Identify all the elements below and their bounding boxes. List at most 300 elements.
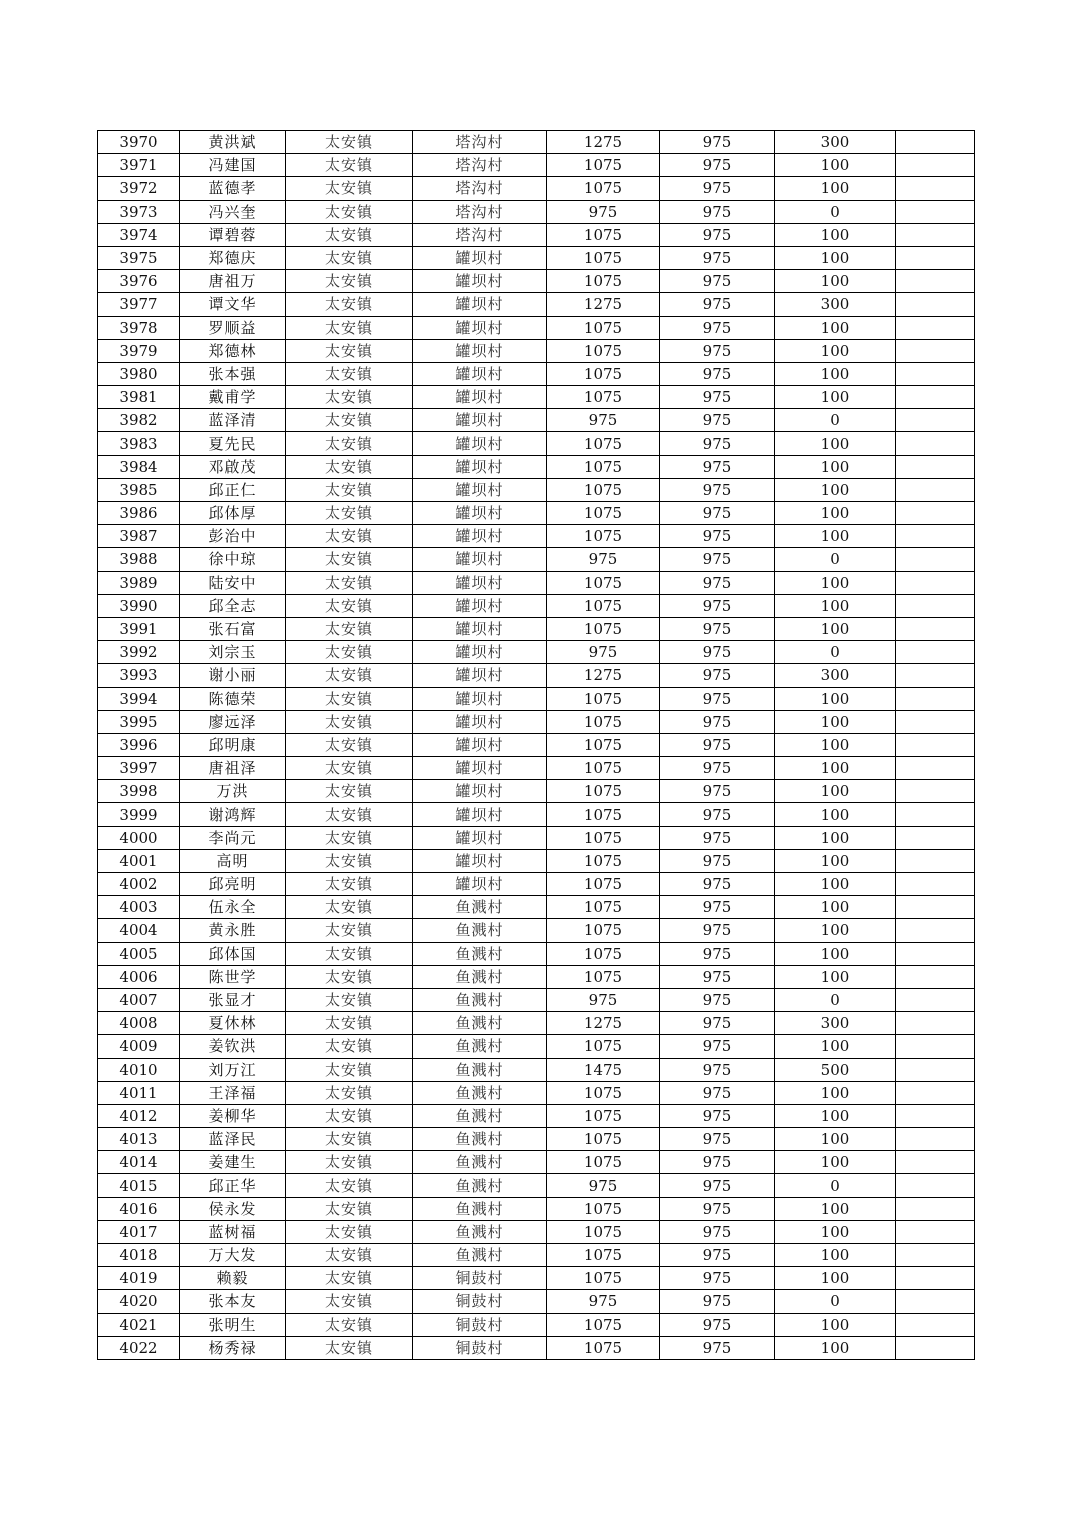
id-cell: 3970 [98, 131, 180, 154]
village-cell: 罐坝村 [413, 270, 547, 293]
village-cell: 鱼溅村 [413, 1128, 547, 1151]
diff-cell: 100 [775, 154, 896, 177]
id-cell: 4005 [98, 942, 180, 965]
id-cell: 3974 [98, 223, 180, 246]
diff-cell: 100 [775, 1151, 896, 1174]
name-cell: 张本友 [180, 1290, 286, 1313]
base-cell: 975 [660, 339, 775, 362]
amount-cell: 1475 [547, 1058, 660, 1081]
village-cell: 罐坝村 [413, 849, 547, 872]
remark-cell [896, 1244, 975, 1267]
remark-cell [896, 873, 975, 896]
diff-cell: 100 [775, 1035, 896, 1058]
town-cell: 太安镇 [286, 1313, 413, 1336]
remark-cell [896, 896, 975, 919]
base-cell: 975 [660, 988, 775, 1011]
table-row [98, 594, 975, 617]
base-cell: 975 [660, 1267, 775, 1290]
village-cell: 罐坝村 [413, 316, 547, 339]
remark-cell [896, 548, 975, 571]
town-cell: 太安镇 [286, 1336, 413, 1359]
name-cell: 谭碧蓉 [180, 223, 286, 246]
remark-cell [896, 246, 975, 269]
id-cell: 4004 [98, 919, 180, 942]
remark-cell [896, 849, 975, 872]
diff-cell: 100 [775, 316, 896, 339]
amount-cell: 1275 [547, 664, 660, 687]
table-row [98, 1197, 975, 1220]
name-cell: 廖远泽 [180, 710, 286, 733]
remark-cell [896, 270, 975, 293]
town-cell: 太安镇 [286, 455, 413, 478]
table-row [98, 1035, 975, 1058]
village-cell: 罐坝村 [413, 710, 547, 733]
remark-cell [896, 780, 975, 803]
id-cell: 3988 [98, 548, 180, 571]
name-cell: 张显才 [180, 988, 286, 1011]
name-cell: 邱体国 [180, 942, 286, 965]
name-cell: 蓝德孝 [180, 177, 286, 200]
town-cell: 太安镇 [286, 571, 413, 594]
diff-cell: 100 [775, 919, 896, 942]
base-cell: 975 [660, 594, 775, 617]
village-cell: 塔沟村 [413, 177, 547, 200]
name-cell: 侯永发 [180, 1197, 286, 1220]
diff-cell: 100 [775, 1104, 896, 1127]
village-cell: 罐坝村 [413, 780, 547, 803]
remark-cell [896, 571, 975, 594]
remark-cell [896, 733, 975, 756]
remark-cell [896, 664, 975, 687]
table-row [98, 432, 975, 455]
town-cell: 太安镇 [286, 942, 413, 965]
table-row [98, 919, 975, 942]
name-cell: 徐中琼 [180, 548, 286, 571]
base-cell: 975 [660, 757, 775, 780]
table-row [98, 154, 975, 177]
amount-cell: 1075 [547, 525, 660, 548]
name-cell: 王泽福 [180, 1081, 286, 1104]
remark-cell [896, 478, 975, 501]
village-cell: 罐坝村 [413, 339, 547, 362]
table-row [98, 548, 975, 571]
town-cell: 太安镇 [286, 1104, 413, 1127]
diff-cell: 0 [775, 548, 896, 571]
name-cell: 唐祖泽 [180, 757, 286, 780]
name-cell: 黄洪斌 [180, 131, 286, 154]
table-row [98, 1128, 975, 1151]
village-cell: 鱼溅村 [413, 1104, 547, 1127]
town-cell: 太安镇 [286, 1290, 413, 1313]
town-cell: 太安镇 [286, 594, 413, 617]
remark-cell [896, 942, 975, 965]
table-row [98, 873, 975, 896]
remark-cell [896, 687, 975, 710]
amount-cell: 975 [547, 548, 660, 571]
id-cell: 4015 [98, 1174, 180, 1197]
base-cell: 975 [660, 246, 775, 269]
amount-cell: 1075 [547, 757, 660, 780]
remark-cell [896, 432, 975, 455]
village-cell: 鱼溅村 [413, 942, 547, 965]
remark-cell [896, 316, 975, 339]
village-cell: 铜鼓村 [413, 1267, 547, 1290]
village-cell: 罐坝村 [413, 478, 547, 501]
table-row [98, 571, 975, 594]
id-cell: 3996 [98, 733, 180, 756]
village-cell: 鱼溅村 [413, 1081, 547, 1104]
town-cell: 太安镇 [286, 478, 413, 501]
name-cell: 张明生 [180, 1313, 286, 1336]
amount-cell: 975 [547, 409, 660, 432]
base-cell: 975 [660, 965, 775, 988]
table-row [98, 223, 975, 246]
amount-cell: 1075 [547, 965, 660, 988]
table-row [98, 455, 975, 478]
village-cell: 罐坝村 [413, 617, 547, 640]
diff-cell: 100 [775, 617, 896, 640]
base-cell: 975 [660, 942, 775, 965]
table-row [98, 942, 975, 965]
name-cell: 伍永全 [180, 896, 286, 919]
table-row [98, 131, 975, 154]
diff-cell: 100 [775, 710, 896, 733]
name-cell: 谢鸿辉 [180, 803, 286, 826]
id-cell: 3983 [98, 432, 180, 455]
table-row [98, 177, 975, 200]
base-cell: 975 [660, 896, 775, 919]
diff-cell: 100 [775, 1267, 896, 1290]
name-cell: 夏先民 [180, 432, 286, 455]
base-cell: 975 [660, 1151, 775, 1174]
table-row [98, 988, 975, 1011]
town-cell: 太安镇 [286, 664, 413, 687]
table-row [98, 641, 975, 664]
town-cell: 太安镇 [286, 131, 413, 154]
village-cell: 鱼溅村 [413, 1012, 547, 1035]
remark-cell [896, 200, 975, 223]
amount-cell: 975 [547, 200, 660, 223]
village-cell: 鱼溅村 [413, 988, 547, 1011]
village-cell: 罐坝村 [413, 664, 547, 687]
diff-cell: 100 [775, 525, 896, 548]
id-cell: 3992 [98, 641, 180, 664]
amount-cell: 1275 [547, 1012, 660, 1035]
name-cell: 冯建国 [180, 154, 286, 177]
amount-cell: 1075 [547, 478, 660, 501]
remark-cell [896, 525, 975, 548]
table-row [98, 200, 975, 223]
diff-cell: 100 [775, 455, 896, 478]
name-cell: 谭文华 [180, 293, 286, 316]
remark-cell [896, 409, 975, 432]
town-cell: 太安镇 [286, 617, 413, 640]
amount-cell: 1075 [547, 1128, 660, 1151]
amount-cell: 1075 [547, 316, 660, 339]
base-cell: 975 [660, 1336, 775, 1359]
table-row [98, 1336, 975, 1359]
amount-cell: 975 [547, 641, 660, 664]
village-cell: 罐坝村 [413, 733, 547, 756]
name-cell: 蓝泽民 [180, 1128, 286, 1151]
town-cell: 太安镇 [286, 1128, 413, 1151]
id-cell: 4014 [98, 1151, 180, 1174]
town-cell: 太安镇 [286, 965, 413, 988]
remark-cell [896, 1336, 975, 1359]
id-cell: 3987 [98, 525, 180, 548]
amount-cell: 1075 [547, 1313, 660, 1336]
name-cell: 夏休林 [180, 1012, 286, 1035]
id-cell: 4016 [98, 1197, 180, 1220]
town-cell: 太安镇 [286, 1220, 413, 1243]
amount-cell: 1075 [547, 942, 660, 965]
amount-cell: 1075 [547, 687, 660, 710]
table-body [98, 131, 975, 1360]
town-cell: 太安镇 [286, 919, 413, 942]
remark-cell [896, 826, 975, 849]
id-cell: 4000 [98, 826, 180, 849]
base-cell: 975 [660, 409, 775, 432]
amount-cell: 1075 [547, 1151, 660, 1174]
id-cell: 3982 [98, 409, 180, 432]
remark-cell [896, 1174, 975, 1197]
table-row [98, 1244, 975, 1267]
name-cell: 郑德林 [180, 339, 286, 362]
table-row [98, 617, 975, 640]
remark-cell [896, 965, 975, 988]
table-row [98, 1151, 975, 1174]
diff-cell: 100 [775, 571, 896, 594]
id-cell: 3994 [98, 687, 180, 710]
id-cell: 4011 [98, 1081, 180, 1104]
id-cell: 4008 [98, 1012, 180, 1035]
table-row [98, 1290, 975, 1313]
base-cell: 975 [660, 849, 775, 872]
amount-cell: 975 [547, 1174, 660, 1197]
base-cell: 975 [660, 131, 775, 154]
id-cell: 4006 [98, 965, 180, 988]
remark-cell [896, 617, 975, 640]
base-cell: 975 [660, 548, 775, 571]
name-cell: 陈德荣 [180, 687, 286, 710]
base-cell: 975 [660, 687, 775, 710]
diff-cell: 0 [775, 200, 896, 223]
base-cell: 975 [660, 803, 775, 826]
amount-cell: 1075 [547, 362, 660, 385]
remark-cell [896, 131, 975, 154]
diff-cell: 100 [775, 502, 896, 525]
village-cell: 塔沟村 [413, 200, 547, 223]
town-cell: 太安镇 [286, 293, 413, 316]
base-cell: 975 [660, 641, 775, 664]
remark-cell [896, 757, 975, 780]
table-row [98, 1081, 975, 1104]
town-cell: 太安镇 [286, 710, 413, 733]
village-cell: 罐坝村 [413, 432, 547, 455]
diff-cell: 100 [775, 733, 896, 756]
remark-cell [896, 1290, 975, 1313]
diff-cell: 0 [775, 409, 896, 432]
id-cell: 3999 [98, 803, 180, 826]
base-cell: 975 [660, 154, 775, 177]
table-row [98, 1012, 975, 1035]
table-row [98, 757, 975, 780]
diff-cell: 0 [775, 1290, 896, 1313]
town-cell: 太安镇 [286, 154, 413, 177]
amount-cell: 1075 [547, 1267, 660, 1290]
base-cell: 975 [660, 478, 775, 501]
village-cell: 罐坝村 [413, 571, 547, 594]
amount-cell: 975 [547, 988, 660, 1011]
diff-cell: 100 [775, 339, 896, 362]
town-cell: 太安镇 [286, 409, 413, 432]
village-cell: 鱼溅村 [413, 1058, 547, 1081]
name-cell: 张石富 [180, 617, 286, 640]
town-cell: 太安镇 [286, 780, 413, 803]
amount-cell: 1075 [547, 177, 660, 200]
diff-cell: 100 [775, 826, 896, 849]
village-cell: 罐坝村 [413, 246, 547, 269]
amount-cell: 1075 [547, 154, 660, 177]
town-cell: 太安镇 [286, 757, 413, 780]
base-cell: 975 [660, 1081, 775, 1104]
data-table [97, 130, 975, 1360]
diff-cell: 0 [775, 988, 896, 1011]
name-cell: 冯兴奎 [180, 200, 286, 223]
town-cell: 太安镇 [286, 873, 413, 896]
village-cell: 罐坝村 [413, 873, 547, 896]
table-row [98, 896, 975, 919]
name-cell: 姜建生 [180, 1151, 286, 1174]
amount-cell: 1075 [547, 780, 660, 803]
table-row [98, 1313, 975, 1336]
village-cell: 鱼溅村 [413, 919, 547, 942]
base-cell: 975 [660, 1220, 775, 1243]
name-cell: 邱明康 [180, 733, 286, 756]
base-cell: 975 [660, 780, 775, 803]
amount-cell: 1275 [547, 293, 660, 316]
town-cell: 太安镇 [286, 200, 413, 223]
table-row [98, 780, 975, 803]
id-cell: 3972 [98, 177, 180, 200]
diff-cell: 0 [775, 1174, 896, 1197]
name-cell: 彭治中 [180, 525, 286, 548]
remark-cell [896, 1267, 975, 1290]
amount-cell: 1075 [547, 571, 660, 594]
diff-cell: 100 [775, 1081, 896, 1104]
remark-cell [896, 988, 975, 1011]
name-cell: 邱正华 [180, 1174, 286, 1197]
village-cell: 罐坝村 [413, 293, 547, 316]
village-cell: 塔沟村 [413, 131, 547, 154]
remark-cell [896, 362, 975, 385]
table-row [98, 1058, 975, 1081]
town-cell: 太安镇 [286, 1267, 413, 1290]
table-row [98, 386, 975, 409]
table-row [98, 293, 975, 316]
table-row [98, 339, 975, 362]
amount-cell: 1075 [547, 1104, 660, 1127]
id-cell: 4020 [98, 1290, 180, 1313]
diff-cell: 100 [775, 965, 896, 988]
amount-cell: 1075 [547, 1081, 660, 1104]
diff-cell: 100 [775, 803, 896, 826]
id-cell: 4018 [98, 1244, 180, 1267]
id-cell: 3976 [98, 270, 180, 293]
town-cell: 太安镇 [286, 502, 413, 525]
base-cell: 975 [660, 1104, 775, 1127]
id-cell: 3990 [98, 594, 180, 617]
table-row [98, 849, 975, 872]
base-cell: 975 [660, 617, 775, 640]
town-cell: 太安镇 [286, 362, 413, 385]
remark-cell [896, 455, 975, 478]
diff-cell: 100 [775, 270, 896, 293]
base-cell: 975 [660, 1128, 775, 1151]
amount-cell: 1075 [547, 803, 660, 826]
base-cell: 975 [660, 1244, 775, 1267]
table-row [98, 1267, 975, 1290]
base-cell: 975 [660, 1290, 775, 1313]
town-cell: 太安镇 [286, 525, 413, 548]
remark-cell [896, 1151, 975, 1174]
base-cell: 975 [660, 525, 775, 548]
table-row [98, 270, 975, 293]
id-cell: 3984 [98, 455, 180, 478]
town-cell: 太安镇 [286, 1081, 413, 1104]
amount-cell: 1075 [547, 1336, 660, 1359]
remark-cell [896, 1220, 975, 1243]
remark-cell [896, 803, 975, 826]
name-cell: 蓝树福 [180, 1220, 286, 1243]
id-cell: 3991 [98, 617, 180, 640]
town-cell: 太安镇 [286, 1151, 413, 1174]
base-cell: 975 [660, 223, 775, 246]
town-cell: 太安镇 [286, 548, 413, 571]
village-cell: 罐坝村 [413, 687, 547, 710]
remark-cell [896, 502, 975, 525]
id-cell: 4007 [98, 988, 180, 1011]
village-cell: 鱼溅村 [413, 896, 547, 919]
village-cell: 鱼溅村 [413, 1035, 547, 1058]
remark-cell [896, 710, 975, 733]
town-cell: 太安镇 [286, 1035, 413, 1058]
town-cell: 太安镇 [286, 733, 413, 756]
id-cell: 3998 [98, 780, 180, 803]
id-cell: 3981 [98, 386, 180, 409]
diff-cell: 100 [775, 478, 896, 501]
amount-cell: 1075 [547, 455, 660, 478]
id-cell: 3995 [98, 710, 180, 733]
remark-cell [896, 1104, 975, 1127]
town-cell: 太安镇 [286, 641, 413, 664]
remark-cell [896, 339, 975, 362]
town-cell: 太安镇 [286, 270, 413, 293]
remark-cell [896, 177, 975, 200]
id-cell: 4013 [98, 1128, 180, 1151]
base-cell: 975 [660, 1313, 775, 1336]
base-cell: 975 [660, 664, 775, 687]
table-row [98, 826, 975, 849]
table-row [98, 1104, 975, 1127]
base-cell: 975 [660, 386, 775, 409]
remark-cell [896, 154, 975, 177]
town-cell: 太安镇 [286, 849, 413, 872]
amount-cell: 1075 [547, 1220, 660, 1243]
name-cell: 李尚元 [180, 826, 286, 849]
base-cell: 975 [660, 1058, 775, 1081]
town-cell: 太安镇 [286, 386, 413, 409]
